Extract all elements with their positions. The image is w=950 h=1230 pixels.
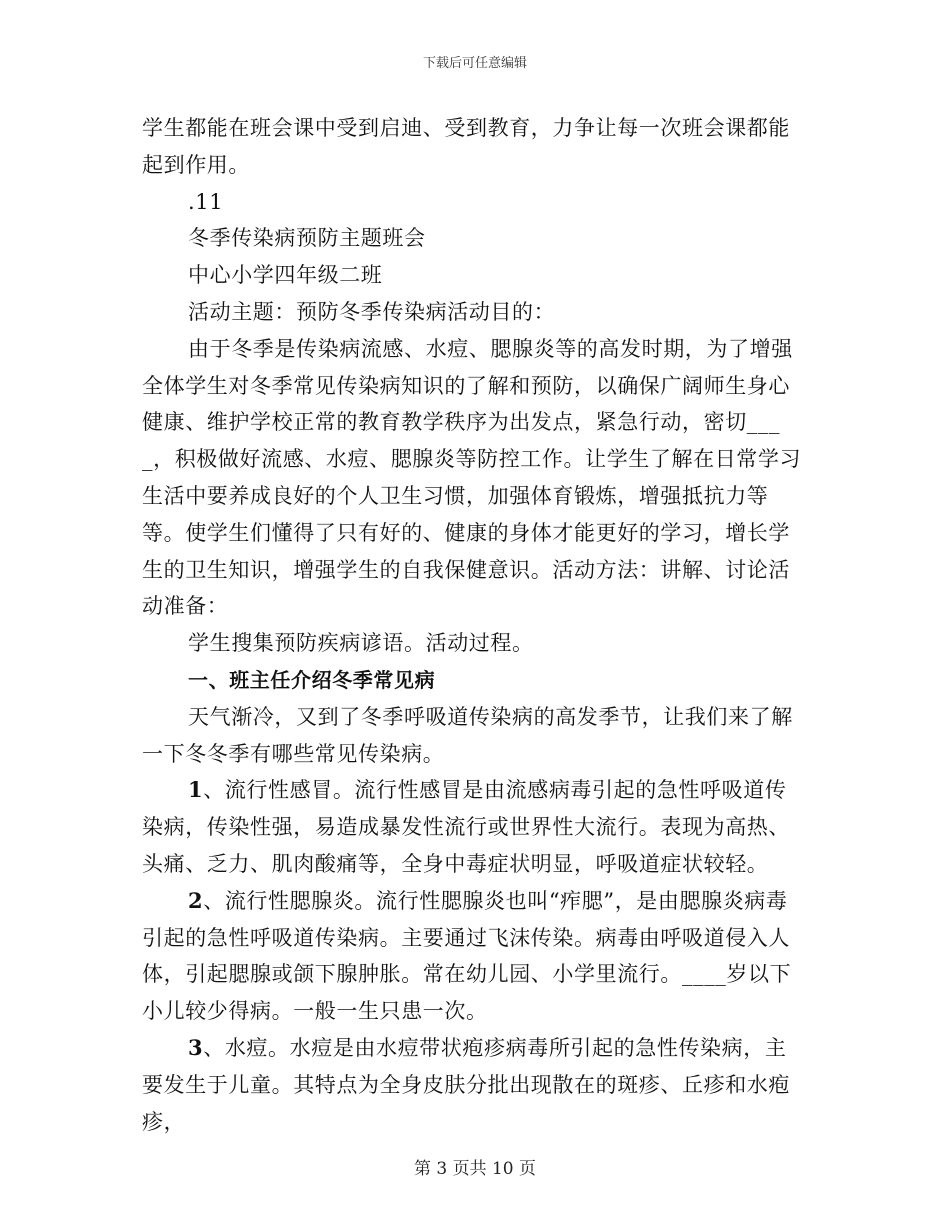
list-item (142, 1030, 808, 1140)
list-item-text: 、水痘。水痘是由水痘带状疱疹病毒所引起的急性传染病，主要发生于儿童。其特点为全身皮肤分批出现散在的斑疹、丘疹和水疱疹， (142, 1035, 790, 1134)
class-name: 中心小学四年级二班 (188, 263, 383, 288)
document-title: 冬季传染病预防主题班会 (188, 226, 426, 251)
paragraph: 由于冬季是传染病流感、水痘、腮腺炎等的高发时期，为了增强全体学生对冬季常见传染病知识的了解和预防，以确保广阔师生身心健康、维护学校正常的教育教学秩序为出发点，紧急行动，密切____，积极做好流感、水痘、腮腺炎等防控工作。让学生了解在日常学习生活中要养成良好的个人卫生习惯，加强体育锻炼，增强抵抗力等等。使学生们懂得了只有好的、健康的身体才能更好的学习，增长学生的卫生知识，增强学生的自我保健意识。活动方法：讲解、讨论活动准备： (142, 336, 802, 619)
paragraph: 学生都能在班会课中受到启迪、受到教育，力争让每一次班会课都能起到作用。 (142, 116, 790, 177)
section-heading: 一、班主任介绍冬季常见病 (188, 667, 436, 692)
page-footer: 第 3 页共 10 页 (413, 1159, 537, 1179)
activity-theme: 活动主题：预防冬季传染病活动目的： (188, 299, 556, 324)
page-header: 下载后可任意编辑 (422, 56, 527, 71)
list-item-number: 3 (188, 1034, 204, 1060)
paragraph: 学生搜集预防疾病谚语。活动过程。 (188, 631, 534, 656)
list-item-number: 1 (188, 777, 204, 803)
paragraph-number: .11 (188, 189, 224, 214)
list-item-text: 、流行性感冒。流行性感冒是由流感病毒引起的急性呼吸道传染病，传染性强，易造成暴发性流行或世界性大流行。表现为高热、头痛、乏力、肌肉酸痛等，全身中毒症状明显，呼吸道症状较轻。 (142, 778, 790, 876)
list-item-number: 2 (188, 887, 204, 913)
document-body (142, 110, 808, 1140)
list-item (142, 772, 808, 882)
list-item-text: 、流行性腮腺炎。流行性腮腺炎也叫“痄腮”，是由腮腺炎病毒引起的急性呼吸道传染病。主要通过飞沫传染。病毒由呼吸道侵入人体，引起腮腺或颌下腺肿胀。常在幼儿园、小学里流行。____岁以下小儿较少得病。一般一生只患一次。 (142, 888, 792, 1024)
paragraph: 天气渐冷，又到了冬季呼吸道传染病的高发季节，让我们来了解一下冬冬季有哪些常见传染病。 (142, 704, 793, 766)
list-item (142, 883, 808, 1030)
